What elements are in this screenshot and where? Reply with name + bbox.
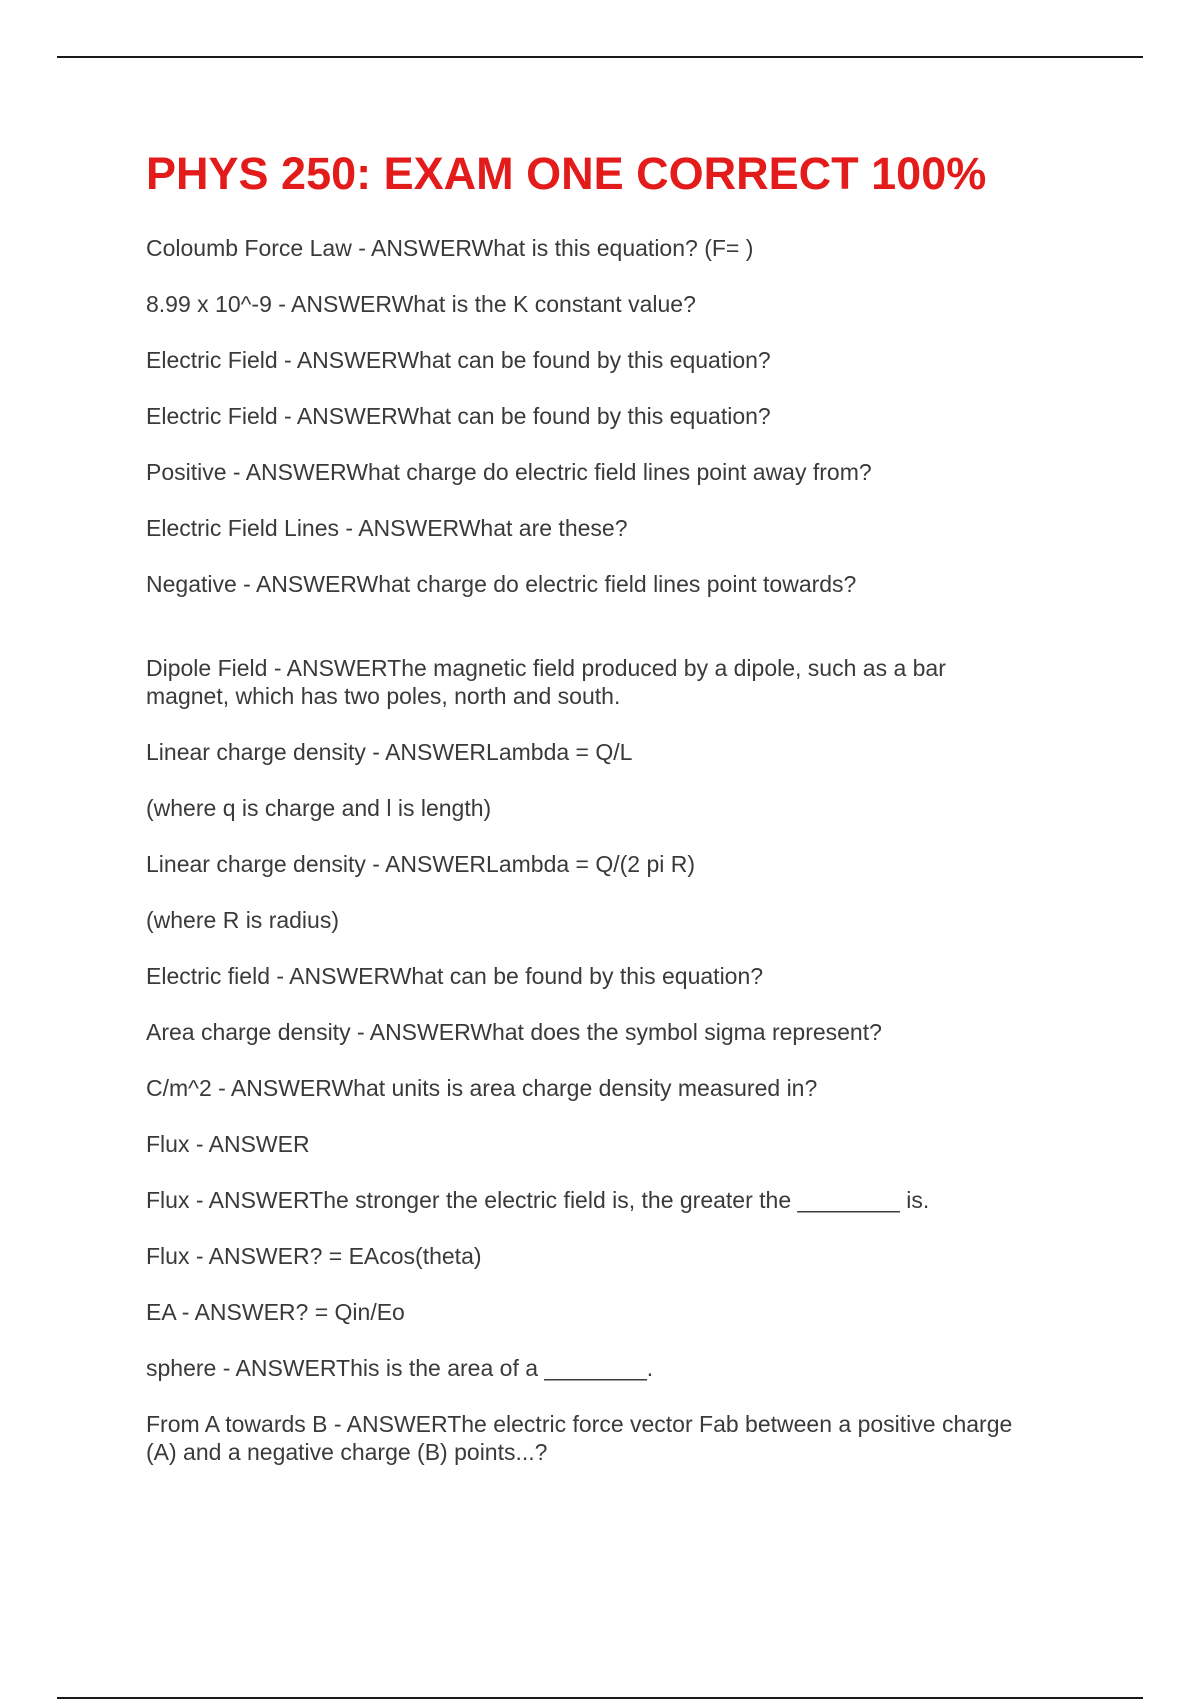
qa-entry: From A towards B - ANSWERThe electric force vector Fab between a positive charge (A) and a negative charge (B) points...?	[146, 1411, 1013, 1465]
qa-entry: Flux - ANSWER? = EAcos(theta)	[146, 1243, 482, 1269]
qa-entry: Electric Field - ANSWERWhat can be found by this equation?	[146, 347, 771, 373]
qa-entry: Area charge density - ANSWERWhat does the symbol sigma represent?	[146, 1019, 882, 1045]
qa-entry: Flux - ANSWERThe stronger the electric field is, the greater the ________ is.	[146, 1187, 930, 1213]
qa-entry: Coloumb Force Law - ANSWERWhat is this equation? (F= )	[146, 235, 754, 261]
qa-entry: Negative - ANSWERWhat charge do electric field lines point towards?	[146, 571, 857, 597]
document-title: PHYS 250: EXAM ONE CORRECT 100%	[146, 148, 987, 199]
qa-entry: Linear charge density - ANSWERLambda = Q/(2 pi R)	[146, 851, 696, 877]
qa-entry: Electric Field - ANSWERWhat can be found by this equation?	[146, 403, 771, 429]
qa-entry: Positive - ANSWERWhat charge do electric field lines point away from?	[146, 459, 872, 485]
qa-entry: Electric field - ANSWERWhat can be found by this equation?	[146, 963, 764, 989]
qa-entry: Flux - ANSWER	[146, 1131, 310, 1157]
footer-rule	[57, 1697, 1143, 1699]
qa-entry: EA - ANSWER? = Qin/Eo	[146, 1299, 405, 1325]
header-rule	[57, 56, 1143, 58]
qa-entry: sphere - ANSWERThis is the area of a ________.	[146, 1355, 654, 1381]
document-body	[146, 138, 1026, 1466]
qa-entry: Linear charge density - ANSWERLambda = Q/L	[146, 739, 633, 765]
qa-entry: 8.99 x 10^-9 - ANSWERWhat is the K constant value?	[146, 291, 696, 317]
qa-entry: (where q is charge and l is length)	[146, 795, 492, 821]
qa-entry: Electric Field Lines - ANSWERWhat are these?	[146, 515, 628, 541]
qa-entry: Dipole Field - ANSWERThe magnetic field produced by a dipole, such as a bar magnet, which has two poles, north and south.	[146, 655, 946, 709]
qa-entry: C/m^2 - ANSWERWhat units is area charge density measured in?	[146, 1075, 818, 1101]
qa-entry: (where R is radius)	[146, 907, 339, 933]
